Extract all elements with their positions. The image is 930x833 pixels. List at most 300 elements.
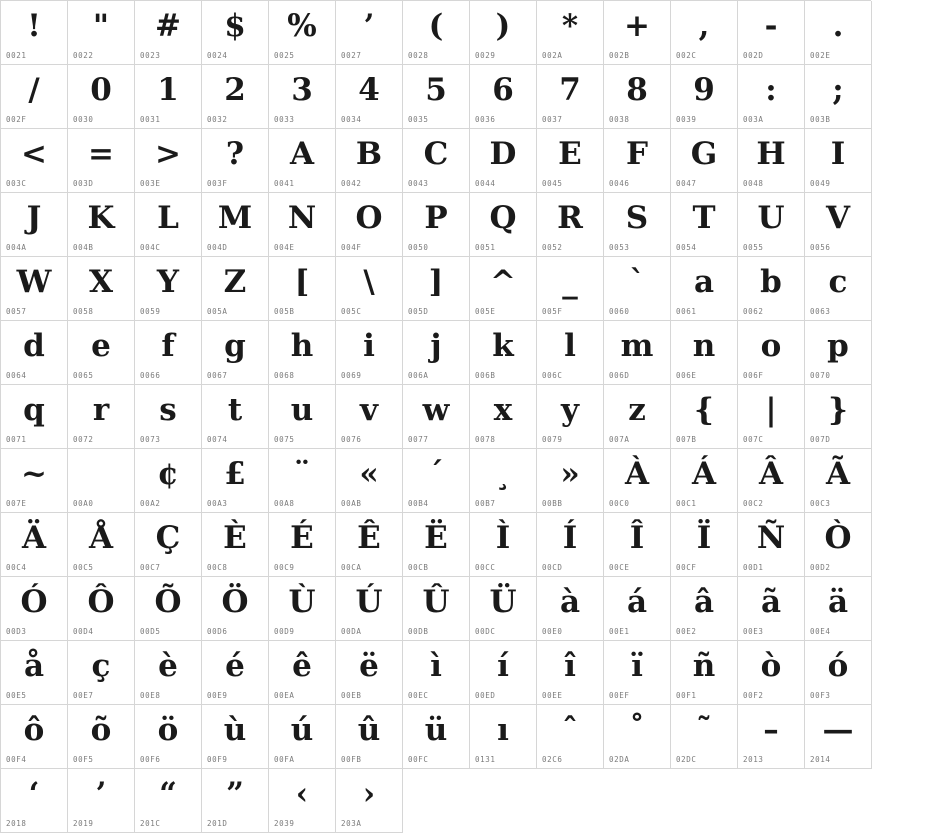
glyph-cell[interactable]: [805, 1, 872, 65]
glyph-cell[interactable]: [269, 641, 336, 705]
glyph-character: ’: [95, 776, 107, 812]
glyph-codepoint: 0045: [542, 179, 563, 188]
glyph-cell[interactable]: [805, 65, 872, 129]
glyph-cell[interactable]: [336, 129, 403, 193]
glyph-cell[interactable]: [537, 321, 604, 385]
glyph-cell[interactable]: [135, 641, 202, 705]
glyph-cell[interactable]: [537, 257, 604, 321]
glyph-cell[interactable]: [68, 513, 135, 577]
glyph-codepoint: 00CE: [609, 563, 630, 572]
glyph-character: \: [363, 264, 375, 300]
glyph-character: H: [756, 136, 786, 172]
glyph-cell[interactable]: [738, 321, 805, 385]
glyph-codepoint: 002A: [542, 51, 563, 60]
glyph-cell[interactable]: [470, 193, 537, 257]
glyph-codepoint: 0058: [73, 307, 94, 316]
glyph-cell[interactable]: [604, 641, 671, 705]
glyph-cell[interactable]: [269, 129, 336, 193]
glyph-codepoint: 0041: [274, 179, 295, 188]
glyph-character: D: [489, 136, 517, 172]
glyph-cell[interactable]: [470, 257, 537, 321]
glyph-character: U: [757, 200, 785, 236]
glyph-cell[interactable]: [537, 705, 604, 769]
glyph-cell[interactable]: [135, 129, 202, 193]
glyph-cell[interactable]: [470, 65, 537, 129]
glyph-codepoint: 003E: [140, 179, 161, 188]
glyph-codepoint: 02DA: [609, 755, 630, 764]
glyph-cell[interactable]: [202, 513, 269, 577]
glyph-codepoint: 002E: [810, 51, 831, 60]
glyph-cell[interactable]: [403, 321, 470, 385]
glyph-cell[interactable]: [403, 577, 470, 641]
glyph-cell[interactable]: [805, 257, 872, 321]
glyph-codepoint: 00F3: [810, 691, 831, 700]
glyph-cell[interactable]: [269, 1, 336, 65]
glyph-codepoint: 00CD: [542, 563, 563, 572]
glyph-character: ù: [223, 712, 247, 748]
glyph-cell[interactable]: [403, 129, 470, 193]
glyph-cell[interactable]: [68, 321, 135, 385]
glyph-codepoint: 0025: [274, 51, 295, 60]
glyph-cell[interactable]: [738, 641, 805, 705]
glyph-character: ”: [226, 776, 244, 812]
glyph-cell[interactable]: [1, 577, 68, 641]
glyph-cell[interactable]: [269, 769, 336, 833]
glyph-cell[interactable]: [470, 385, 537, 449]
glyph-codepoint: 0079: [542, 435, 563, 444]
glyph-cell[interactable]: [1, 129, 68, 193]
glyph-cell[interactable]: [805, 641, 872, 705]
glyph-character: à: [559, 584, 581, 620]
glyph-cell[interactable]: [671, 513, 738, 577]
glyph-codepoint: 0023: [140, 51, 161, 60]
glyph-cell[interactable]: [604, 513, 671, 577]
glyph-codepoint: 00CF: [676, 563, 697, 572]
glyph-character: (: [428, 8, 444, 44]
glyph-cell[interactable]: [738, 385, 805, 449]
glyph-codepoint: 00C0: [609, 499, 630, 508]
glyph-codepoint: 004B: [73, 243, 94, 252]
glyph-cell[interactable]: [805, 705, 872, 769]
glyph-cell[interactable]: [738, 513, 805, 577]
glyph-cell[interactable]: [1, 449, 68, 513]
glyph-character: j: [430, 328, 442, 364]
glyph-cell[interactable]: [671, 385, 738, 449]
glyph-character: q: [23, 392, 45, 428]
glyph-cell[interactable]: [671, 705, 738, 769]
glyph-cell[interactable]: [1, 1, 68, 65]
glyph-character: z: [628, 392, 646, 428]
glyph-codepoint: 0037: [542, 115, 563, 124]
glyph-cell[interactable]: [202, 769, 269, 833]
glyph-cell[interactable]: [202, 641, 269, 705]
glyph-character: Ä: [21, 520, 47, 556]
glyph-codepoint: 0059: [140, 307, 161, 316]
glyph-cell[interactable]: [470, 513, 537, 577]
glyph-cell[interactable]: [470, 321, 537, 385]
glyph-cell[interactable]: [537, 449, 604, 513]
glyph-cell[interactable]: [604, 385, 671, 449]
glyph-character: Z: [223, 264, 247, 300]
glyph-character: ˜: [696, 712, 712, 748]
glyph-character: l: [564, 328, 576, 364]
glyph-cell[interactable]: [269, 577, 336, 641]
glyph-cell[interactable]: [738, 65, 805, 129]
glyph-cell[interactable]: [135, 577, 202, 641]
glyph-codepoint: 0070: [810, 371, 831, 380]
glyph-cell[interactable]: [604, 257, 671, 321]
glyph-character: ›: [362, 776, 376, 812]
glyph-codepoint: 00CA: [341, 563, 362, 572]
glyph-cell[interactable]: [135, 449, 202, 513]
glyph-cell[interactable]: [135, 769, 202, 833]
glyph-cell[interactable]: [671, 1, 738, 65]
glyph-cell[interactable]: [202, 385, 269, 449]
glyph-cell[interactable]: [336, 577, 403, 641]
glyph-cell[interactable]: [470, 641, 537, 705]
glyph-character: u: [290, 392, 314, 428]
glyph-cell[interactable]: [604, 577, 671, 641]
glyph-character: 2: [224, 72, 246, 108]
glyph-cell[interactable]: [604, 129, 671, 193]
glyph-cell[interactable]: [470, 705, 537, 769]
glyph-codepoint: 00E9: [207, 691, 228, 700]
glyph-codepoint: 00E0: [542, 627, 563, 636]
glyph-cell[interactable]: [202, 449, 269, 513]
glyph-cell[interactable]: [403, 449, 470, 513]
glyph-character: ?: [225, 136, 245, 172]
glyph-codepoint: 00C2: [743, 499, 764, 508]
glyph-cell[interactable]: [738, 1, 805, 65]
glyph-character: i: [363, 328, 375, 364]
glyph-codepoint: 0049: [810, 179, 831, 188]
glyph-codepoint: 00AB: [341, 499, 362, 508]
glyph-codepoint: 00E4: [810, 627, 831, 636]
glyph-cell[interactable]: [604, 193, 671, 257]
glyph-character: Y: [156, 264, 180, 300]
glyph-codepoint: 00A0: [73, 499, 94, 508]
glyph-codepoint: 002C: [676, 51, 697, 60]
glyph-cell[interactable]: [805, 577, 872, 641]
glyph-character: ç: [91, 648, 111, 684]
glyph-character: ’: [363, 8, 375, 44]
glyph-cell[interactable]: [671, 257, 738, 321]
glyph-codepoint: 00D4: [73, 627, 94, 636]
glyph-cell[interactable]: [336, 769, 403, 833]
glyph-codepoint: 00BB: [542, 499, 563, 508]
glyph-cell[interactable]: [403, 385, 470, 449]
glyph-character: Ü: [489, 584, 517, 620]
glyph-cell[interactable]: [68, 193, 135, 257]
glyph-cell[interactable]: [470, 129, 537, 193]
glyph-character: ¨: [294, 456, 310, 492]
glyph-character: ˚: [629, 712, 645, 748]
glyph-codepoint: 00C7: [140, 563, 161, 572]
glyph-character: ò: [760, 648, 782, 684]
glyph-codepoint: 004E: [274, 243, 295, 252]
glyph-cell[interactable]: [68, 257, 135, 321]
glyph-character: Q: [489, 200, 517, 236]
glyph-character: E: [558, 136, 582, 172]
glyph-codepoint: 0051: [475, 243, 496, 252]
glyph-cell[interactable]: [470, 577, 537, 641]
glyph-cell[interactable]: [68, 577, 135, 641]
glyph-codepoint: 0035: [408, 115, 429, 124]
glyph-cell[interactable]: [671, 449, 738, 513]
glyph-cell[interactable]: [135, 705, 202, 769]
glyph-codepoint: 0061: [676, 307, 697, 316]
glyph-cell[interactable]: [738, 449, 805, 513]
glyph-cell[interactable]: [68, 129, 135, 193]
glyph-cell[interactable]: [537, 193, 604, 257]
glyph-character: f: [161, 328, 175, 364]
glyph-character: #: [155, 8, 181, 44]
glyph-cell[interactable]: [68, 385, 135, 449]
glyph-cell[interactable]: [269, 65, 336, 129]
glyph-codepoint: 0075: [274, 435, 295, 444]
glyph-cell[interactable]: [269, 257, 336, 321]
glyph-codepoint: 006C: [542, 371, 563, 380]
glyph-cell[interactable]: [202, 577, 269, 641]
glyph-character: Ñ: [756, 520, 786, 556]
glyph-cell[interactable]: [805, 129, 872, 193]
glyph-character: p: [827, 328, 849, 364]
glyph-character: ¸: [495, 456, 511, 492]
glyph-cell[interactable]: [1, 65, 68, 129]
glyph-character: 3: [291, 72, 313, 108]
glyph-cell[interactable]: [403, 641, 470, 705]
glyph-codepoint: 005D: [408, 307, 429, 316]
glyph-cell[interactable]: [671, 65, 738, 129]
glyph-cell[interactable]: [537, 577, 604, 641]
glyph-cell[interactable]: [336, 385, 403, 449]
glyph-cell[interactable]: [805, 385, 872, 449]
glyph-cell[interactable]: [135, 321, 202, 385]
glyph-codepoint: 0057: [6, 307, 27, 316]
glyph-character: o: [760, 328, 782, 364]
glyph-cell[interactable]: [738, 193, 805, 257]
glyph-codepoint: 0052: [542, 243, 563, 252]
glyph-cell[interactable]: [336, 1, 403, 65]
glyph-cell[interactable]: [269, 321, 336, 385]
glyph-character: ": [92, 8, 110, 44]
glyph-character: x: [493, 392, 513, 428]
glyph-codepoint: 0060: [609, 307, 630, 316]
glyph-codepoint: 0069: [341, 371, 362, 380]
glyph-character: W: [16, 264, 52, 300]
glyph-codepoint: 003C: [6, 179, 27, 188]
glyph-character: +: [624, 8, 650, 44]
glyph-codepoint: 201D: [207, 819, 228, 828]
glyph-cell[interactable]: [135, 257, 202, 321]
glyph-codepoint: 0064: [6, 371, 27, 380]
glyph-codepoint: 00EC: [408, 691, 429, 700]
glyph-cell[interactable]: [1, 385, 68, 449]
glyph-codepoint: 00D1: [743, 563, 764, 572]
glyph-cell[interactable]: [403, 193, 470, 257]
glyph-cell[interactable]: [738, 577, 805, 641]
glyph-character: %: [287, 8, 317, 44]
glyph-character: Ê: [357, 520, 381, 556]
glyph-cell[interactable]: [1, 193, 68, 257]
glyph-character: ˆ: [562, 712, 578, 748]
glyph-codepoint: 00A2: [140, 499, 161, 508]
glyph-cell[interactable]: [202, 129, 269, 193]
glyph-cell[interactable]: [805, 193, 872, 257]
glyph-codepoint: 005E: [475, 307, 496, 316]
glyph-cell[interactable]: [671, 321, 738, 385]
glyph-cell[interactable]: [805, 513, 872, 577]
glyph-cell[interactable]: [604, 705, 671, 769]
glyph-character: û: [357, 712, 381, 748]
glyph-cell[interactable]: [537, 513, 604, 577]
glyph-codepoint: 0044: [475, 179, 496, 188]
glyph-codepoint: 00F9: [207, 755, 228, 764]
glyph-cell[interactable]: [738, 129, 805, 193]
glyph-character: C: [423, 136, 449, 172]
glyph-cell[interactable]: [202, 193, 269, 257]
glyph-character: B: [355, 136, 383, 172]
glyph-cell[interactable]: [403, 1, 470, 65]
glyph-cell[interactable]: [537, 385, 604, 449]
glyph-cell[interactable]: [68, 769, 135, 833]
glyph-codepoint: 00EF: [609, 691, 630, 700]
glyph-codepoint: 0021: [6, 51, 27, 60]
glyph-cell[interactable]: [135, 513, 202, 577]
glyph-codepoint: 00E3: [743, 627, 764, 636]
glyph-cell[interactable]: [68, 1, 135, 65]
glyph-cell[interactable]: [537, 641, 604, 705]
glyph-cell[interactable]: [671, 193, 738, 257]
glyph-codepoint: 00FC: [408, 755, 429, 764]
glyph-codepoint: 003D: [73, 179, 94, 188]
glyph-character: á: [626, 584, 648, 620]
glyph-codepoint: 0029: [475, 51, 496, 60]
glyph-cell[interactable]: [1, 513, 68, 577]
glyph-cell[interactable]: [336, 65, 403, 129]
glyph-cell[interactable]: [1, 321, 68, 385]
glyph-cell[interactable]: [537, 1, 604, 65]
glyph-cell[interactable]: [269, 385, 336, 449]
glyph-cell[interactable]: [403, 65, 470, 129]
glyph-codepoint: 00E2: [676, 627, 697, 636]
glyph-character: Ç: [155, 520, 181, 556]
glyph-cell[interactable]: [604, 65, 671, 129]
glyph-codepoint: 0032: [207, 115, 228, 124]
glyph-cell[interactable]: [68, 65, 135, 129]
glyph-codepoint: 0056: [810, 243, 831, 252]
glyph-character: Ù: [288, 584, 316, 620]
glyph-cell[interactable]: [604, 321, 671, 385]
glyph-codepoint: 002D: [743, 51, 764, 60]
glyph-codepoint: 0030: [73, 115, 94, 124]
glyph-cell[interactable]: [336, 641, 403, 705]
glyph-cell[interactable]: [336, 513, 403, 577]
glyph-cell[interactable]: [202, 1, 269, 65]
glyph-cell[interactable]: [738, 257, 805, 321]
glyph-codepoint: 00A8: [274, 499, 295, 508]
glyph-character: n: [692, 328, 716, 364]
glyph-cell[interactable]: [537, 65, 604, 129]
glyph-codepoint: 00C5: [73, 563, 94, 572]
glyph-cell[interactable]: [68, 705, 135, 769]
glyph-cell[interactable]: [671, 129, 738, 193]
glyph-cell[interactable]: [671, 641, 738, 705]
glyph-character: $: [224, 8, 246, 44]
glyph-codepoint: 006B: [475, 371, 496, 380]
glyph-cell[interactable]: [202, 705, 269, 769]
glyph-cell[interactable]: [1, 257, 68, 321]
glyph-cell[interactable]: [604, 449, 671, 513]
glyph-cell[interactable]: [403, 513, 470, 577]
glyph-character: 8: [626, 72, 648, 108]
glyph-codepoint: 00E7: [73, 691, 94, 700]
glyph-character: P: [424, 200, 448, 236]
glyph-cell[interactable]: [537, 129, 604, 193]
glyph-cell[interactable]: [135, 385, 202, 449]
glyph-codepoint: 002F: [6, 115, 27, 124]
glyph-codepoint: 00E8: [140, 691, 161, 700]
glyph-codepoint: 007C: [743, 435, 764, 444]
glyph-cell[interactable]: [336, 193, 403, 257]
glyph-cell[interactable]: [1, 641, 68, 705]
glyph-cell[interactable]: [269, 449, 336, 513]
glyph-cell[interactable]: [269, 193, 336, 257]
glyph-cell[interactable]: [403, 705, 470, 769]
glyph-character: ‹: [295, 776, 309, 812]
glyph-cell[interactable]: [805, 449, 872, 513]
glyph-character: m: [620, 328, 654, 364]
glyph-codepoint: 02C6: [542, 755, 563, 764]
glyph-cell[interactable]: [202, 321, 269, 385]
glyph-character: ´: [428, 456, 444, 492]
glyph-character: 5: [425, 72, 447, 108]
glyph-character: â: [693, 584, 715, 620]
glyph-cell[interactable]: [135, 1, 202, 65]
glyph-cell[interactable]: [202, 257, 269, 321]
glyph-cell[interactable]: [403, 257, 470, 321]
glyph-cell[interactable]: [470, 449, 537, 513]
glyph-cell[interactable]: [336, 705, 403, 769]
glyph-cell[interactable]: [336, 321, 403, 385]
glyph-cell[interactable]: [1, 705, 68, 769]
glyph-codepoint: 005F: [542, 307, 563, 316]
glyph-character: Â: [758, 456, 784, 492]
glyph-cell[interactable]: [470, 1, 537, 65]
glyph-cell[interactable]: [135, 65, 202, 129]
glyph-cell[interactable]: [1, 769, 68, 833]
glyph-codepoint: 0055: [743, 243, 764, 252]
glyph-character: Ó: [20, 584, 48, 620]
glyph-cell[interactable]: [68, 449, 135, 513]
glyph-codepoint: 00C1: [676, 499, 697, 508]
glyph-cell[interactable]: [738, 705, 805, 769]
glyph-cell[interactable]: [135, 193, 202, 257]
glyph-character: ~: [21, 456, 47, 492]
glyph-cell[interactable]: [68, 641, 135, 705]
glyph-cell[interactable]: [336, 449, 403, 513]
glyph-character: ñ: [692, 648, 716, 684]
glyph-cell[interactable]: [269, 705, 336, 769]
glyph-codepoint: 0036: [475, 115, 496, 124]
glyph-cell[interactable]: [604, 1, 671, 65]
glyph-codepoint: 00F6: [140, 755, 161, 764]
glyph-cell[interactable]: [336, 257, 403, 321]
glyph-cell[interactable]: [269, 513, 336, 577]
glyph-cell[interactable]: [671, 577, 738, 641]
glyph-cell[interactable]: [805, 321, 872, 385]
glyph-cell[interactable]: [202, 65, 269, 129]
